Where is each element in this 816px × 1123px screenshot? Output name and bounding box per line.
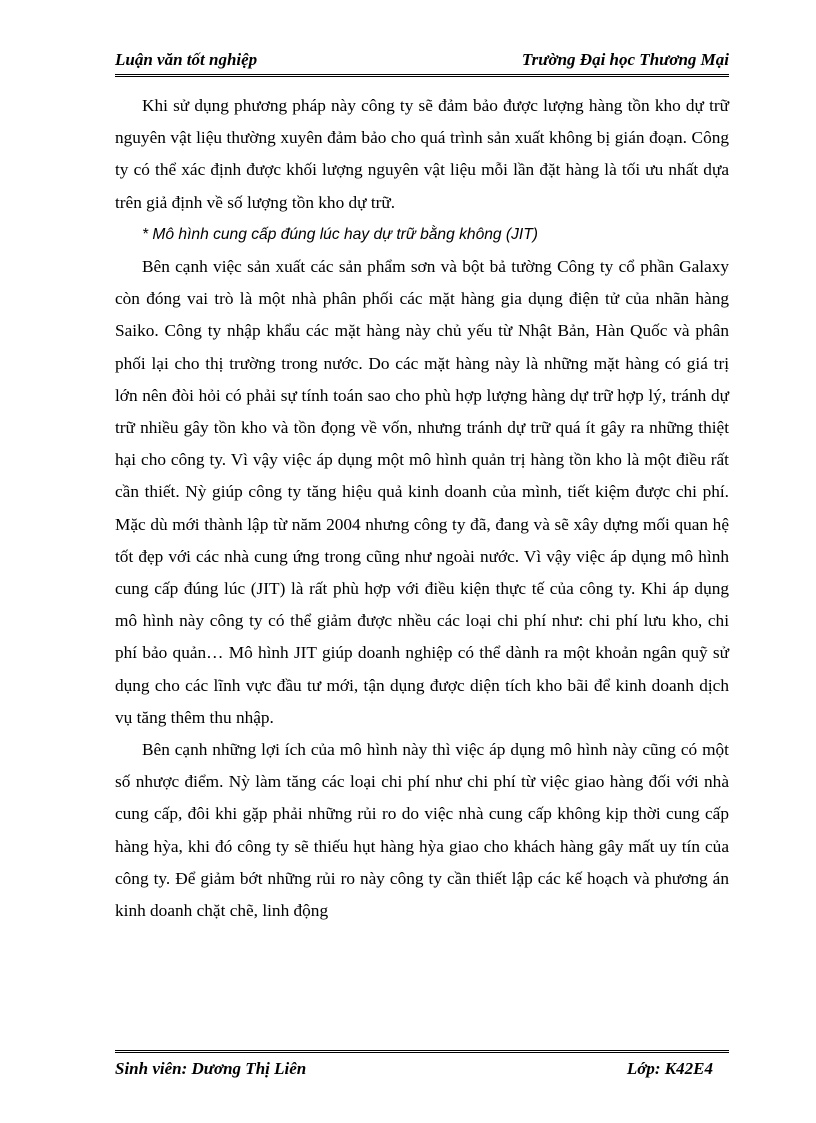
header-thesis-title: Luận văn tốt nghiệp xyxy=(115,50,258,69)
footer-class: Lớp: K42E4 xyxy=(626,1059,713,1078)
section-heading-jit: * Mô hình cung cấp đúng lúc hay dự trữ bằng không (JIT) xyxy=(142,225,538,243)
paragraph-jit-drawbacks: Bên cạnh những lợi ích của mô hình này thì việc áp dụng mô hình này cũng có một số nhược điểm. Nỳ làm tăng các loại chi phí như chi phí từ việc giao hàng đối với nhà cung cấp, đôi khi gặp phải những rủi ro do việc nhà cung cấp không kịp thời cung cấp hàng hỳa, khi đó công ty sẽ thiếu hụt hàng hỳa giao cho khách hàng gây mất uy tín của công ty. Để giảm bớt những rủi ro này công ty cần thiết lập các kế hoạch và phương án kinh doanh chặt chẽ, linh động xyxy=(115,740,729,921)
header-university: Trường Đại học Thương Mại xyxy=(521,50,729,69)
page-footer xyxy=(115,1050,729,1079)
document-body xyxy=(115,90,729,927)
footer-student: Sinh viên: Dương Thị Liên xyxy=(115,1059,307,1078)
paragraph-inventory-method: Khi sử dụng phương pháp này công ty sẽ đảm bảo được lượng hàng tồn kho dự trữ nguyên vật liệu thường xuyên đảm bảo cho quá trình sản xuất không bị gián đoạn. Công ty có thể xác định được khối lượng nguyên vật liệu mỗi lần đặt hàng là tối ưu nhất dựa trên giả định về số lượng tồn kho dự trữ. xyxy=(115,96,729,212)
paragraph-jit-application: Bên cạnh việc sản xuất các sản phẩm sơn và bột bả tường Công ty cổ phần Galaxy còn đóng vai trò là một nhà phân phối các mặt hàng gia dụng điện tử của nhãn hàng Saiko. Công ty nhập khẩu các mặt hàng này chủ yếu từ Nhật Bản, Hàn Quốc và phân phối lại cho thị trường trong nước. Do các mặt hàng này là những mặt hàng có giá trị lớn nên đòi hỏi có phải sự tính toán sao cho phù hợp lượng hàng dự trữ hợp lý, tránh dự trữ nhiều gây tồn kho và tồn đọng về vốn, nhưng tránh dự trữ quá ít gây ra những thiệt hại cho công ty. Vì vậy việc áp dụng một mô hình quản trị hàng tồn kho là một điều rất cần thiết. Nỳ giúp công ty tăng hiệu quả kinh doanh của mình, tiết kiệm được chi phí. Mặc dù mới thành lập từ năm 2004 nhưng công ty đã, đang và sẽ xây dựng mối quan hệ tốt đẹp với các nhà cung ứng trong cũng như ngoài nước. Vì vậy việc áp dụng mô hình cung cấp đúng lúc (JIT) là rất phù hợp với điều kiện thực tế của công ty. Khi áp dụng mô hình này công ty có thể giảm được nhều các loại chi phí như: chi phí lưu kho, chi phí bảo quản… Mô hình JIT giúp doanh nghiệp có thể dành ra một khoản ngân quỹ sử dụng cho các lĩnh vực đầu tư mới, tận dụng được diện tích kho bãi để kinh doanh dịch vụ tăng thêm thu nhập. xyxy=(115,257,729,727)
page-header xyxy=(115,48,729,77)
